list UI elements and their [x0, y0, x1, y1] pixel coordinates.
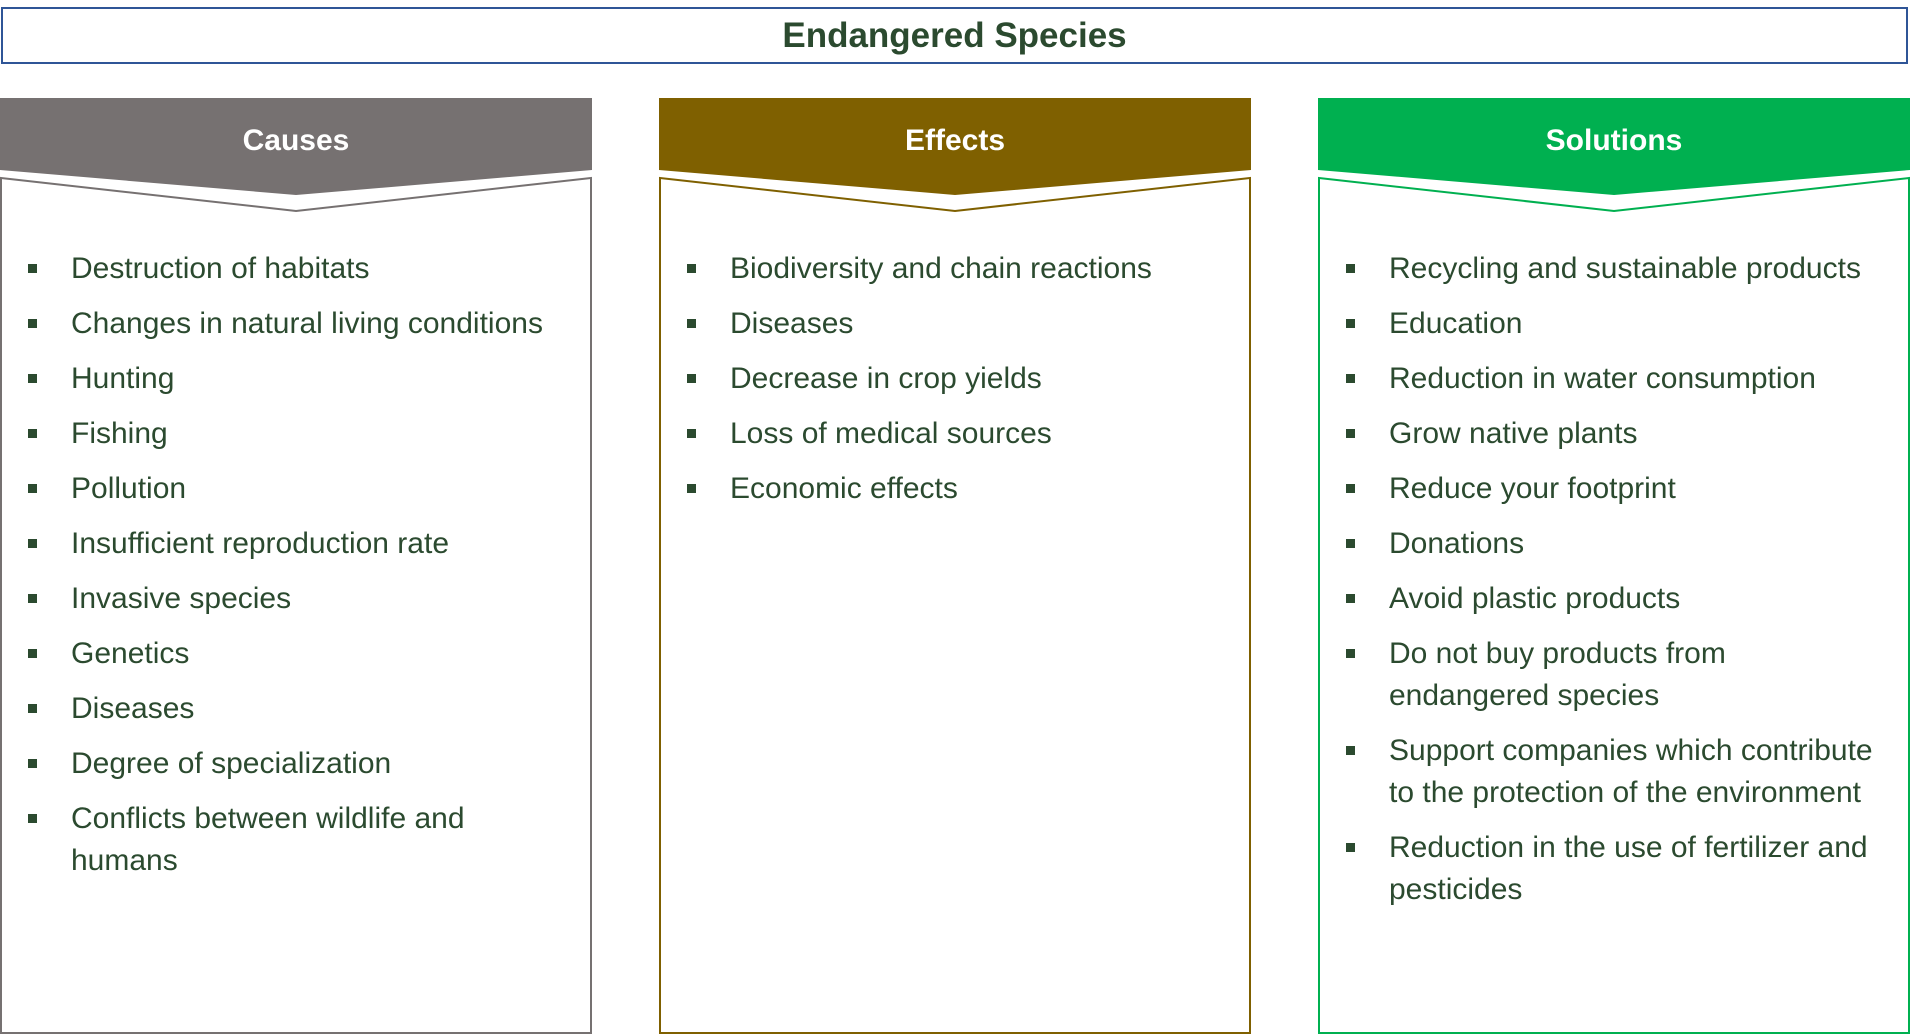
list-item-text: Insufficient reproduction rate [71, 527, 450, 560]
list-item [0, 358, 592, 400]
list-item-text: Do not buy products from endangered species [1389, 637, 1726, 712]
list-item [0, 468, 592, 510]
list-item-text: Hunting [71, 362, 175, 395]
solutions-column [1318, 98, 1910, 1034]
list-item-text: Donations [1389, 527, 1525, 560]
square-bullet-icon [1346, 429, 1355, 438]
list-item-text: Destruction of habitats [71, 252, 370, 285]
list-item [0, 688, 592, 730]
solutions-header-label: Solutions [1545, 124, 1683, 157]
causes-list [0, 248, 592, 895]
list-item-text: Degree of specialization [71, 747, 392, 780]
list-item [0, 743, 592, 785]
list-item-text: Avoid plastic products [1389, 582, 1681, 615]
list-item [1318, 827, 1910, 911]
list-item-text: Reduce your footprint [1389, 472, 1676, 505]
square-bullet-icon [1346, 374, 1355, 383]
list-item [659, 358, 1251, 400]
square-bullet-icon [1346, 264, 1355, 273]
effects-header-label: Effects [904, 124, 1006, 157]
list-item-text: Reduction in the use of fertilizer and pesticides [1389, 831, 1868, 906]
square-bullet-icon [28, 539, 37, 548]
list-item [659, 303, 1251, 345]
square-bullet-icon [28, 484, 37, 493]
list-item-text: Conflicts between wildlife and humans [71, 802, 465, 877]
list-item [659, 413, 1251, 455]
square-bullet-icon [28, 374, 37, 383]
list-item [1318, 248, 1910, 290]
square-bullet-icon [28, 429, 37, 438]
list-item [1318, 633, 1910, 717]
square-bullet-icon [687, 484, 696, 493]
square-bullet-icon [1346, 746, 1355, 755]
square-bullet-icon [1346, 484, 1355, 493]
square-bullet-icon [687, 374, 696, 383]
causes-header-label: Causes [242, 124, 350, 157]
solutions-list [1318, 248, 1910, 924]
list-item-text: Biodiversity and chain reactions [730, 252, 1152, 285]
square-bullet-icon [28, 319, 37, 328]
list-item-text: Reduction in water consumption [1389, 362, 1816, 395]
square-bullet-icon [28, 649, 37, 658]
list-item-text: Grow native plants [1389, 417, 1638, 450]
effects-body-frame [659, 98, 1251, 1034]
list-item-text: Recycling and sustainable products [1389, 252, 1861, 285]
list-item [1318, 413, 1910, 455]
effects-column [659, 98, 1251, 1034]
list-item [0, 578, 592, 620]
list-item [0, 798, 592, 882]
list-item-text: Education [1389, 307, 1523, 340]
square-bullet-icon [28, 704, 37, 713]
square-bullet-icon [1346, 649, 1355, 658]
list-item [1318, 303, 1910, 345]
square-bullet-icon [28, 814, 37, 823]
square-bullet-icon [28, 759, 37, 768]
list-item [1318, 358, 1910, 400]
square-bullet-icon [687, 264, 696, 273]
causes-column [0, 98, 592, 1034]
square-bullet-icon [28, 594, 37, 603]
list-item [1318, 578, 1910, 620]
list-item [0, 413, 592, 455]
page-title: Endangered Species [1, 7, 1908, 64]
list-item-text: Genetics [71, 637, 190, 670]
square-bullet-icon [1346, 319, 1355, 328]
list-item [1318, 523, 1910, 565]
list-item-text: Invasive species [71, 582, 292, 615]
list-item-text: Changes in natural living conditions [71, 307, 543, 340]
square-bullet-icon [1346, 594, 1355, 603]
list-item-text: Economic effects [730, 472, 958, 505]
list-item [0, 303, 592, 345]
list-item [1318, 468, 1910, 510]
square-bullet-icon [1346, 843, 1355, 852]
list-item [0, 248, 592, 290]
list-item-text: Decrease in crop yields [730, 362, 1042, 395]
list-item-text: Loss of medical sources [730, 417, 1052, 450]
square-bullet-icon [1346, 539, 1355, 548]
square-bullet-icon [687, 429, 696, 438]
square-bullet-icon [687, 319, 696, 328]
list-item-text: Fishing [71, 417, 168, 450]
list-item [659, 468, 1251, 510]
square-bullet-icon [28, 264, 37, 273]
list-item [659, 248, 1251, 290]
list-item [0, 523, 592, 565]
list-item-text: Pollution [71, 472, 187, 505]
list-item-text: Diseases [71, 692, 195, 725]
list-item [0, 633, 592, 675]
list-item-text: Diseases [730, 307, 854, 340]
effects-list [659, 248, 1251, 523]
list-item-text: Support companies which contribute to the protection of the environment [1389, 734, 1873, 809]
list-item [1318, 730, 1910, 814]
